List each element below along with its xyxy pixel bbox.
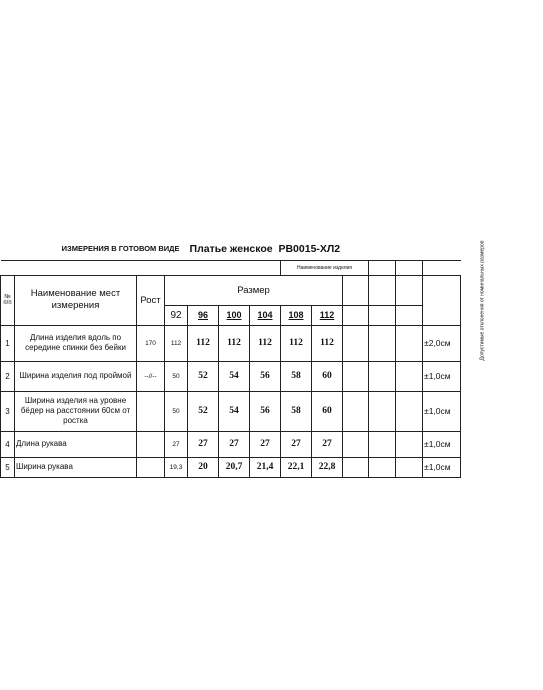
size-100: 100	[219, 305, 250, 325]
measurement-name: Ширина рукава	[15, 457, 137, 477]
measurement-name: Длина изделия вдоль по середине спинки без бейки	[15, 325, 137, 361]
product-title	[188, 238, 343, 260]
product-code: РВ0015-ХЛ2	[278, 242, 341, 255]
tolerance-value: ±1,0см	[423, 391, 461, 431]
size-108: 108	[281, 305, 312, 325]
size-92: 92	[165, 305, 188, 325]
number-column-header: № п/п	[1, 275, 15, 325]
measurement-name: Ширина изделия на уровне бёдер на расстоянии 60см от ростка	[15, 391, 137, 431]
product-name: Платье женское	[189, 242, 273, 255]
measurement-sheet	[0, 238, 486, 478]
table-row: 1 Длина изделия вдоль по середине спинки без бейки 170 112 112 112 112 112 112 ±2,0см	[1, 325, 461, 361]
table-row: 3 Ширина изделия на уровне бёдер на расстоянии 60см от ростка 50 52 54 56 58 60 ±1,0см	[1, 391, 461, 431]
table-row: 5 Ширина рукава 19,3 20 20,7 21,4 22,1 22,8 ±1,0см	[1, 457, 461, 477]
tolerance-column-header: Допустимые отклонения от номинальных размеров	[423, 275, 461, 325]
table-row: 4 Длина рукава 27 27 27 27 27 27 ±1,0см	[1, 431, 461, 457]
table-row: 2 Ширина изделия под проймой --//-- 50 52 54 56 58 60 ±1,0см	[1, 361, 461, 391]
tolerance-value: ±1,0см	[423, 431, 461, 457]
tolerance-value: ±1,0см	[423, 457, 461, 477]
measurement-name: Ширина изделия под проймой	[15, 361, 137, 391]
size-column-header: Размер	[165, 275, 343, 305]
measurement-name: Длина рукава	[15, 431, 137, 457]
size-112: 112	[312, 305, 343, 325]
size-96: 96	[188, 305, 219, 325]
height-column-header: Рост	[137, 275, 165, 325]
name-column-header: Наименование мест измерения	[15, 275, 137, 325]
measurement-table	[0, 238, 486, 478]
tolerance-value: ±1,0см	[423, 361, 461, 391]
product-name-caption: Наименование изделия	[281, 260, 369, 275]
size-104: 104	[250, 305, 281, 325]
measurements-title: ИЗМЕРЕНИЯ В ГОТОВОМ ВИДЕ	[1, 238, 188, 260]
tolerance-value: ±2,0см	[423, 325, 461, 361]
